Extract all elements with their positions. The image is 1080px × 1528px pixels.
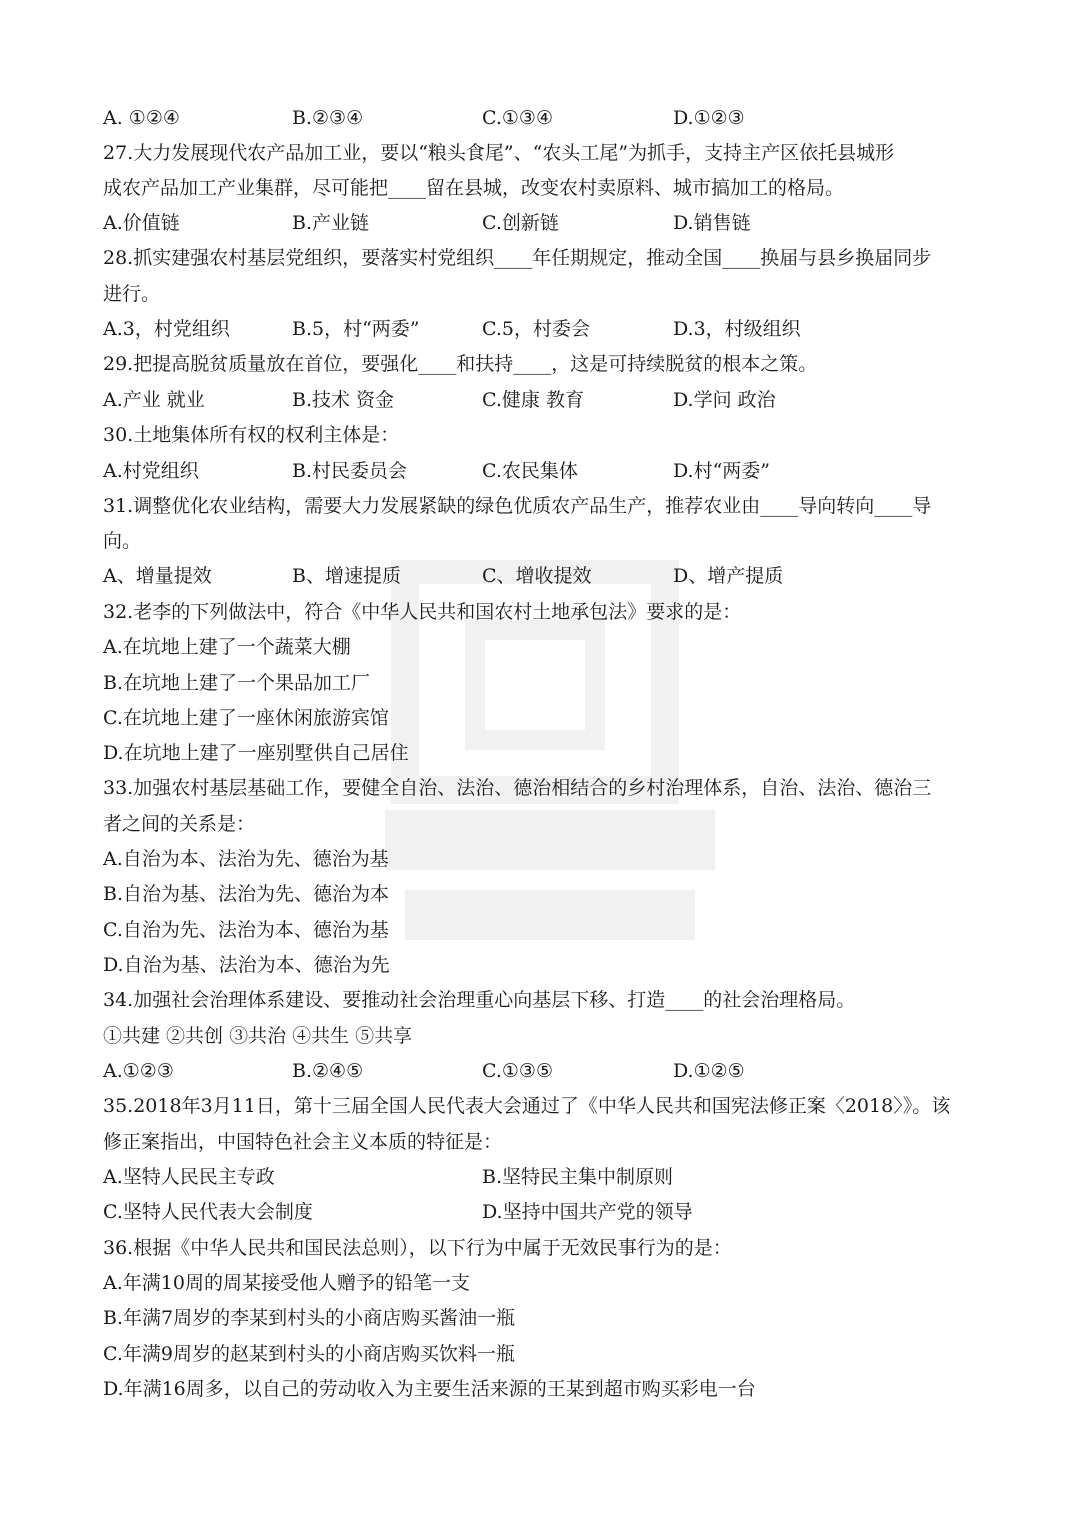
q29-option-d[interactable]: D.学问 政治 bbox=[673, 389, 776, 411]
q28-option-a[interactable]: A.3，村党组织 bbox=[103, 318, 230, 340]
q35-option-b[interactable]: B.坚特民主集中制原则 bbox=[482, 1166, 674, 1188]
q34-stem-line1: 34.加强社会治理体系建设、要推动社会治理重心向基层下移、打造____的社会治理格局。 bbox=[103, 989, 856, 1011]
q29-option-b[interactable]: B.技术 资金 bbox=[292, 389, 395, 411]
q35-option-c[interactable]: C.坚特人民代表大会制度 bbox=[103, 1201, 313, 1223]
q33-option-c[interactable]: C.自治为先、法治为本、德治为基 bbox=[103, 919, 389, 941]
q32-option-d[interactable]: D.在坑地上建了一座别墅供自己居住 bbox=[103, 742, 409, 764]
q31-options bbox=[103, 564, 983, 588]
q27-option-c[interactable]: C.创新链 bbox=[482, 212, 559, 234]
q33-stem-line2: 者之间的关系是： bbox=[103, 813, 256, 835]
q36-stem-line1: 36.根据《中华人民共和国民法总则），以下行为中属于无效民事行为的是： bbox=[103, 1237, 732, 1259]
q34-option-c[interactable]: C.①③⑤ bbox=[482, 1060, 553, 1082]
q30-stem-line1: 30.土地集体所有权的权利主体是： bbox=[103, 424, 400, 446]
q32-option-c[interactable]: C.在坑地上建了一座休闲旅游宾馆 bbox=[103, 707, 389, 729]
q33-option-b[interactable]: B.自治为基、法治为先、德治为本 bbox=[103, 883, 390, 905]
q33-option-a[interactable]: A.自治为本、法治为先、德治为基 bbox=[103, 848, 389, 870]
q35-option-d[interactable]: D.坚持中国共产党的领导 bbox=[482, 1201, 693, 1223]
q27-option-a[interactable]: A.价值链 bbox=[103, 212, 180, 234]
q28-options bbox=[103, 317, 983, 341]
q35-option-a[interactable]: A.坚特人民民主专政 bbox=[103, 1166, 275, 1188]
q27-option-b[interactable]: B.产业链 bbox=[292, 212, 370, 234]
q29-option-c[interactable]: C.健康 教育 bbox=[482, 389, 584, 411]
q28-stem-line2: 进行。 bbox=[103, 283, 161, 305]
q26-options bbox=[103, 106, 983, 130]
q36-option-d[interactable]: D.年满16周多，以自己的劳动收入为主要生活来源的王某到超市购买彩电一台 bbox=[103, 1378, 756, 1400]
q31-option-d[interactable]: D、增产提质 bbox=[673, 565, 784, 587]
q36-option-c[interactable]: C.年满9周岁的赵某到村头的小商店购买饮料一瓶 bbox=[103, 1343, 515, 1365]
q30-option-d[interactable]: D.村“两委” bbox=[673, 460, 771, 482]
q32-option-a[interactable]: A.在坑地上建了一个蔬菜大棚 bbox=[103, 636, 351, 658]
q30-option-c[interactable]: C.农民集体 bbox=[482, 460, 578, 482]
q26-option-d[interactable]: D.①②③ bbox=[673, 107, 745, 129]
q31-option-c[interactable]: C、增收提效 bbox=[482, 565, 592, 587]
q30-option-b[interactable]: B.村民委员会 bbox=[292, 460, 408, 482]
q31-option-a[interactable]: A、增量提效 bbox=[103, 565, 212, 587]
q26-option-a[interactable]: A. ①②④ bbox=[103, 107, 180, 129]
q28-stem-line1: 28.抓实建强农村基层党组织，要落实村党组织____年任期规定，推动全国____换届与县乡换届同步 bbox=[103, 247, 932, 269]
q34-items: ①共建 ②共创 ③共治 ④共生 ⑤共享 bbox=[103, 1025, 413, 1047]
q31-option-b[interactable]: B、增速提质 bbox=[292, 565, 401, 587]
q34-options bbox=[103, 1059, 983, 1083]
q28-option-d[interactable]: D.3，村级组织 bbox=[673, 318, 801, 340]
q35-stem-line2: 修正案指出，中国特色社会主义本质的特征是： bbox=[103, 1131, 503, 1153]
q26-option-b[interactable]: B.②③④ bbox=[292, 107, 364, 129]
q34-option-a[interactable]: A.①②③ bbox=[103, 1060, 174, 1082]
q34-option-d[interactable]: D.①②⑤ bbox=[673, 1060, 745, 1082]
q35-stem-line1: 35.2018年3月11日，第十三届全国人民代表大会通过了《中华人民共和国宪法修正案〈2018〉》。该 bbox=[103, 1095, 951, 1117]
q32-option-b[interactable]: B.在坑地上建了一个果品加工厂 bbox=[103, 672, 371, 694]
q30-option-a[interactable]: A.村党组织 bbox=[103, 460, 199, 482]
q29-option-a[interactable]: A.产业 就业 bbox=[103, 389, 205, 411]
q33-stem-line1: 33.加强农村基层基础工作，要健全自治、法治、德治相结合的乡村治理体系，自治、法治、德治三 bbox=[103, 777, 932, 799]
q27-options bbox=[103, 211, 983, 235]
q29-stem-line1: 29.把提高脱贫质量放在首位，要强化____和扶持____，这是可持续脱贫的根本之策。 bbox=[103, 353, 818, 375]
q27-stem-line1: 27.大力发展现代农产品加工业，要以“粮头食尾”、“农头工尾”为抓手，支持主产区依托县城形 bbox=[103, 142, 895, 164]
q29-options bbox=[103, 388, 983, 412]
q34-option-b[interactable]: B.②④⑤ bbox=[292, 1060, 364, 1082]
q32-stem-line1: 32.老李的下列做法中，符合《中华人民共和国农村土地承包法》要求的是： bbox=[103, 601, 742, 623]
q35-options-row2 bbox=[103, 1200, 983, 1224]
q31-stem-line2: 向。 bbox=[103, 530, 142, 552]
q30-options bbox=[103, 459, 983, 483]
q35-options-row1 bbox=[103, 1165, 983, 1189]
q27-stem-line2: 成农产品加工产业集群，尽可能把____留在县城，改变农村卖原料、城市搞加工的格局。 bbox=[103, 177, 845, 199]
q36-option-a[interactable]: A.年满10周的周某接受他人赠予的铅笔一支 bbox=[103, 1272, 470, 1294]
q27-option-d[interactable]: D.销售链 bbox=[673, 212, 751, 234]
q31-stem-line1: 31.调整优化农业结构，需要大力发展紧缺的绿色优质农产品生产，推荐农业由____导向转向____导 bbox=[103, 495, 932, 517]
q36-option-b[interactable]: B.年满7周岁的李某到村头的小商店购买酱油一瓶 bbox=[103, 1307, 516, 1329]
q28-option-c[interactable]: C.5，村委会 bbox=[482, 318, 590, 340]
q28-option-b[interactable]: B.5，村“两委” bbox=[292, 318, 420, 340]
q33-option-d[interactable]: D.自治为基、法治为本、德治为先 bbox=[103, 954, 390, 976]
q26-option-c[interactable]: C.①③④ bbox=[482, 107, 553, 129]
